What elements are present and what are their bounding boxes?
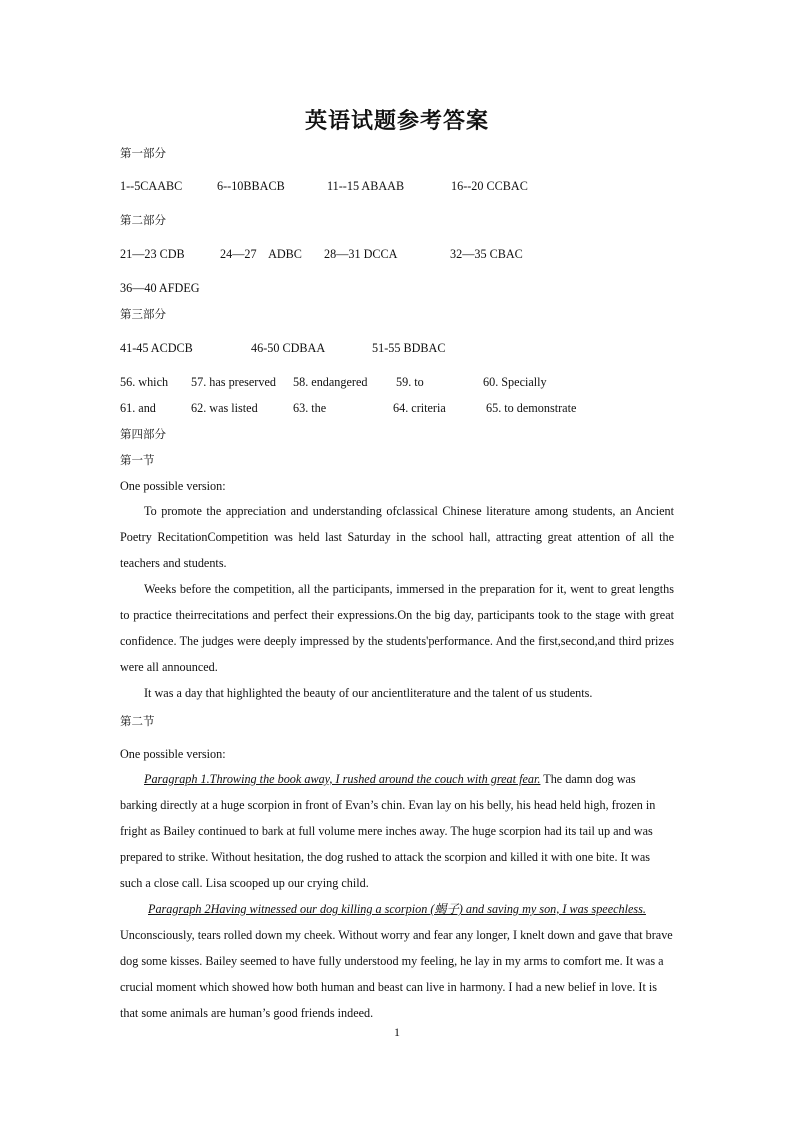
paragraph-1-body: The damn dog was barking directly at a huge scorpion in front of Evan’s chin. Evan lay on his belly, his head held high, frozen in fright as Bailey continued to bark at full volume mere inches away. The huge scorpion had its tail up and was prepared to strike. Without hesitation, the dog rushed to attack the scorpion and killed it with one bite. It was such a close call. Lisa scooped up our crying child.	[120, 772, 656, 890]
section1-paragraph-1: To promote the appreciation and understanding ofclassical Chinese literature among students, an Ancient Poetry RecitationCompetition was held last Saturday in the school hall, attracting great attention of all the teachers and students.	[120, 504, 674, 570]
part1-heading: 第一部分	[120, 146, 166, 160]
section2-intro: One possible version:	[120, 747, 226, 761]
part3-fill-row-2	[120, 400, 680, 416]
answer-group: 32—35 CBAC	[450, 247, 523, 261]
fill-answer: 62. was listed	[191, 401, 258, 415]
page-number: 1	[394, 1025, 400, 1039]
fill-answer: 60. Specially	[483, 375, 547, 389]
paragraph-1-lead-sentence: Paragraph 1.Throwing the book away, I rushed around the couch with great fear.	[144, 772, 541, 786]
answer-group: 24—27 ADBC	[220, 247, 302, 261]
answer-group: 28—31 DCCA	[324, 247, 398, 261]
part2-answers-row-2: 36—40 AFDEG	[120, 281, 200, 295]
section2-heading: 第二节	[120, 714, 155, 728]
answer-group: 41-45 ACDCB	[120, 341, 193, 355]
part2-heading: 第二部分	[120, 213, 166, 227]
fill-answer: 64. criteria	[393, 401, 446, 415]
part3-heading: 第三部分	[120, 307, 166, 321]
fill-answer: 59. to	[396, 375, 424, 389]
section1-heading: 第一节	[120, 453, 155, 467]
part3-answers-row	[120, 340, 680, 356]
section2-paragraph-2-lead	[120, 896, 674, 922]
answer-group: 16--20 CCBAC	[451, 179, 528, 193]
answer-group: 6--10BBACB	[217, 179, 285, 193]
fill-answer: 61. and	[120, 401, 156, 415]
answer-group: 21—23 CDB	[120, 247, 185, 261]
fill-answer: 65. to demonstrate	[486, 401, 577, 415]
fill-answer: 63. the	[293, 401, 327, 415]
section1-paragraph-2: Weeks before the competition, all the participants, immersed in the preparation for it, went to great lengths to practice theirrecitations and perfect their expressions.On the big day, participants took to the stage with great confidence. The judges were deeply impressed by the students'performance. And the first,second,and third prizes were all announced.	[120, 582, 674, 674]
part4-heading: 第四部分	[120, 427, 166, 441]
part3-fill-row-1	[120, 374, 680, 390]
fill-answer: 56. which	[120, 375, 169, 389]
section1-paragraph-3: It was a day that highlighted the beauty of our ancientliterature and the talent of us students.	[144, 686, 593, 700]
answer-group: 46-50 CDBAA	[251, 341, 326, 355]
fill-answer: 57. has preserved	[191, 375, 276, 389]
answer-group: 11--15 ABAAB	[327, 179, 405, 193]
part1-answers-row	[120, 178, 680, 194]
part2-answers-row	[120, 246, 680, 262]
section1-intro: One possible version:	[120, 479, 226, 493]
section2-paragraph-2-body: Unconsciously, tears rolled down my cheek. Without worry and fear any longer, I knelt down and gave that brave dog some kisses. Bailey seemed to have fully understood my feeling, he lay in my arms to comfort me. It was a crucial moment which showed how both human and beast can live in harmony. I had a new belief in love. It is that some animals are human’s good friends indeed.	[120, 928, 673, 1020]
paragraph-2-lead-sentence: Paragraph 2Having witnessed our dog killing a scorpion (蝎子) and saving my son, I was speechless.	[148, 902, 646, 916]
fill-answer: 58. endangered	[293, 375, 368, 389]
page-title: 英语试题参考答案	[304, 109, 489, 134]
answer-group: 51-55 BDBAC	[372, 341, 446, 355]
answer-group: 1--5CAABC	[120, 179, 183, 193]
section2-paragraph-1	[120, 766, 674, 896]
